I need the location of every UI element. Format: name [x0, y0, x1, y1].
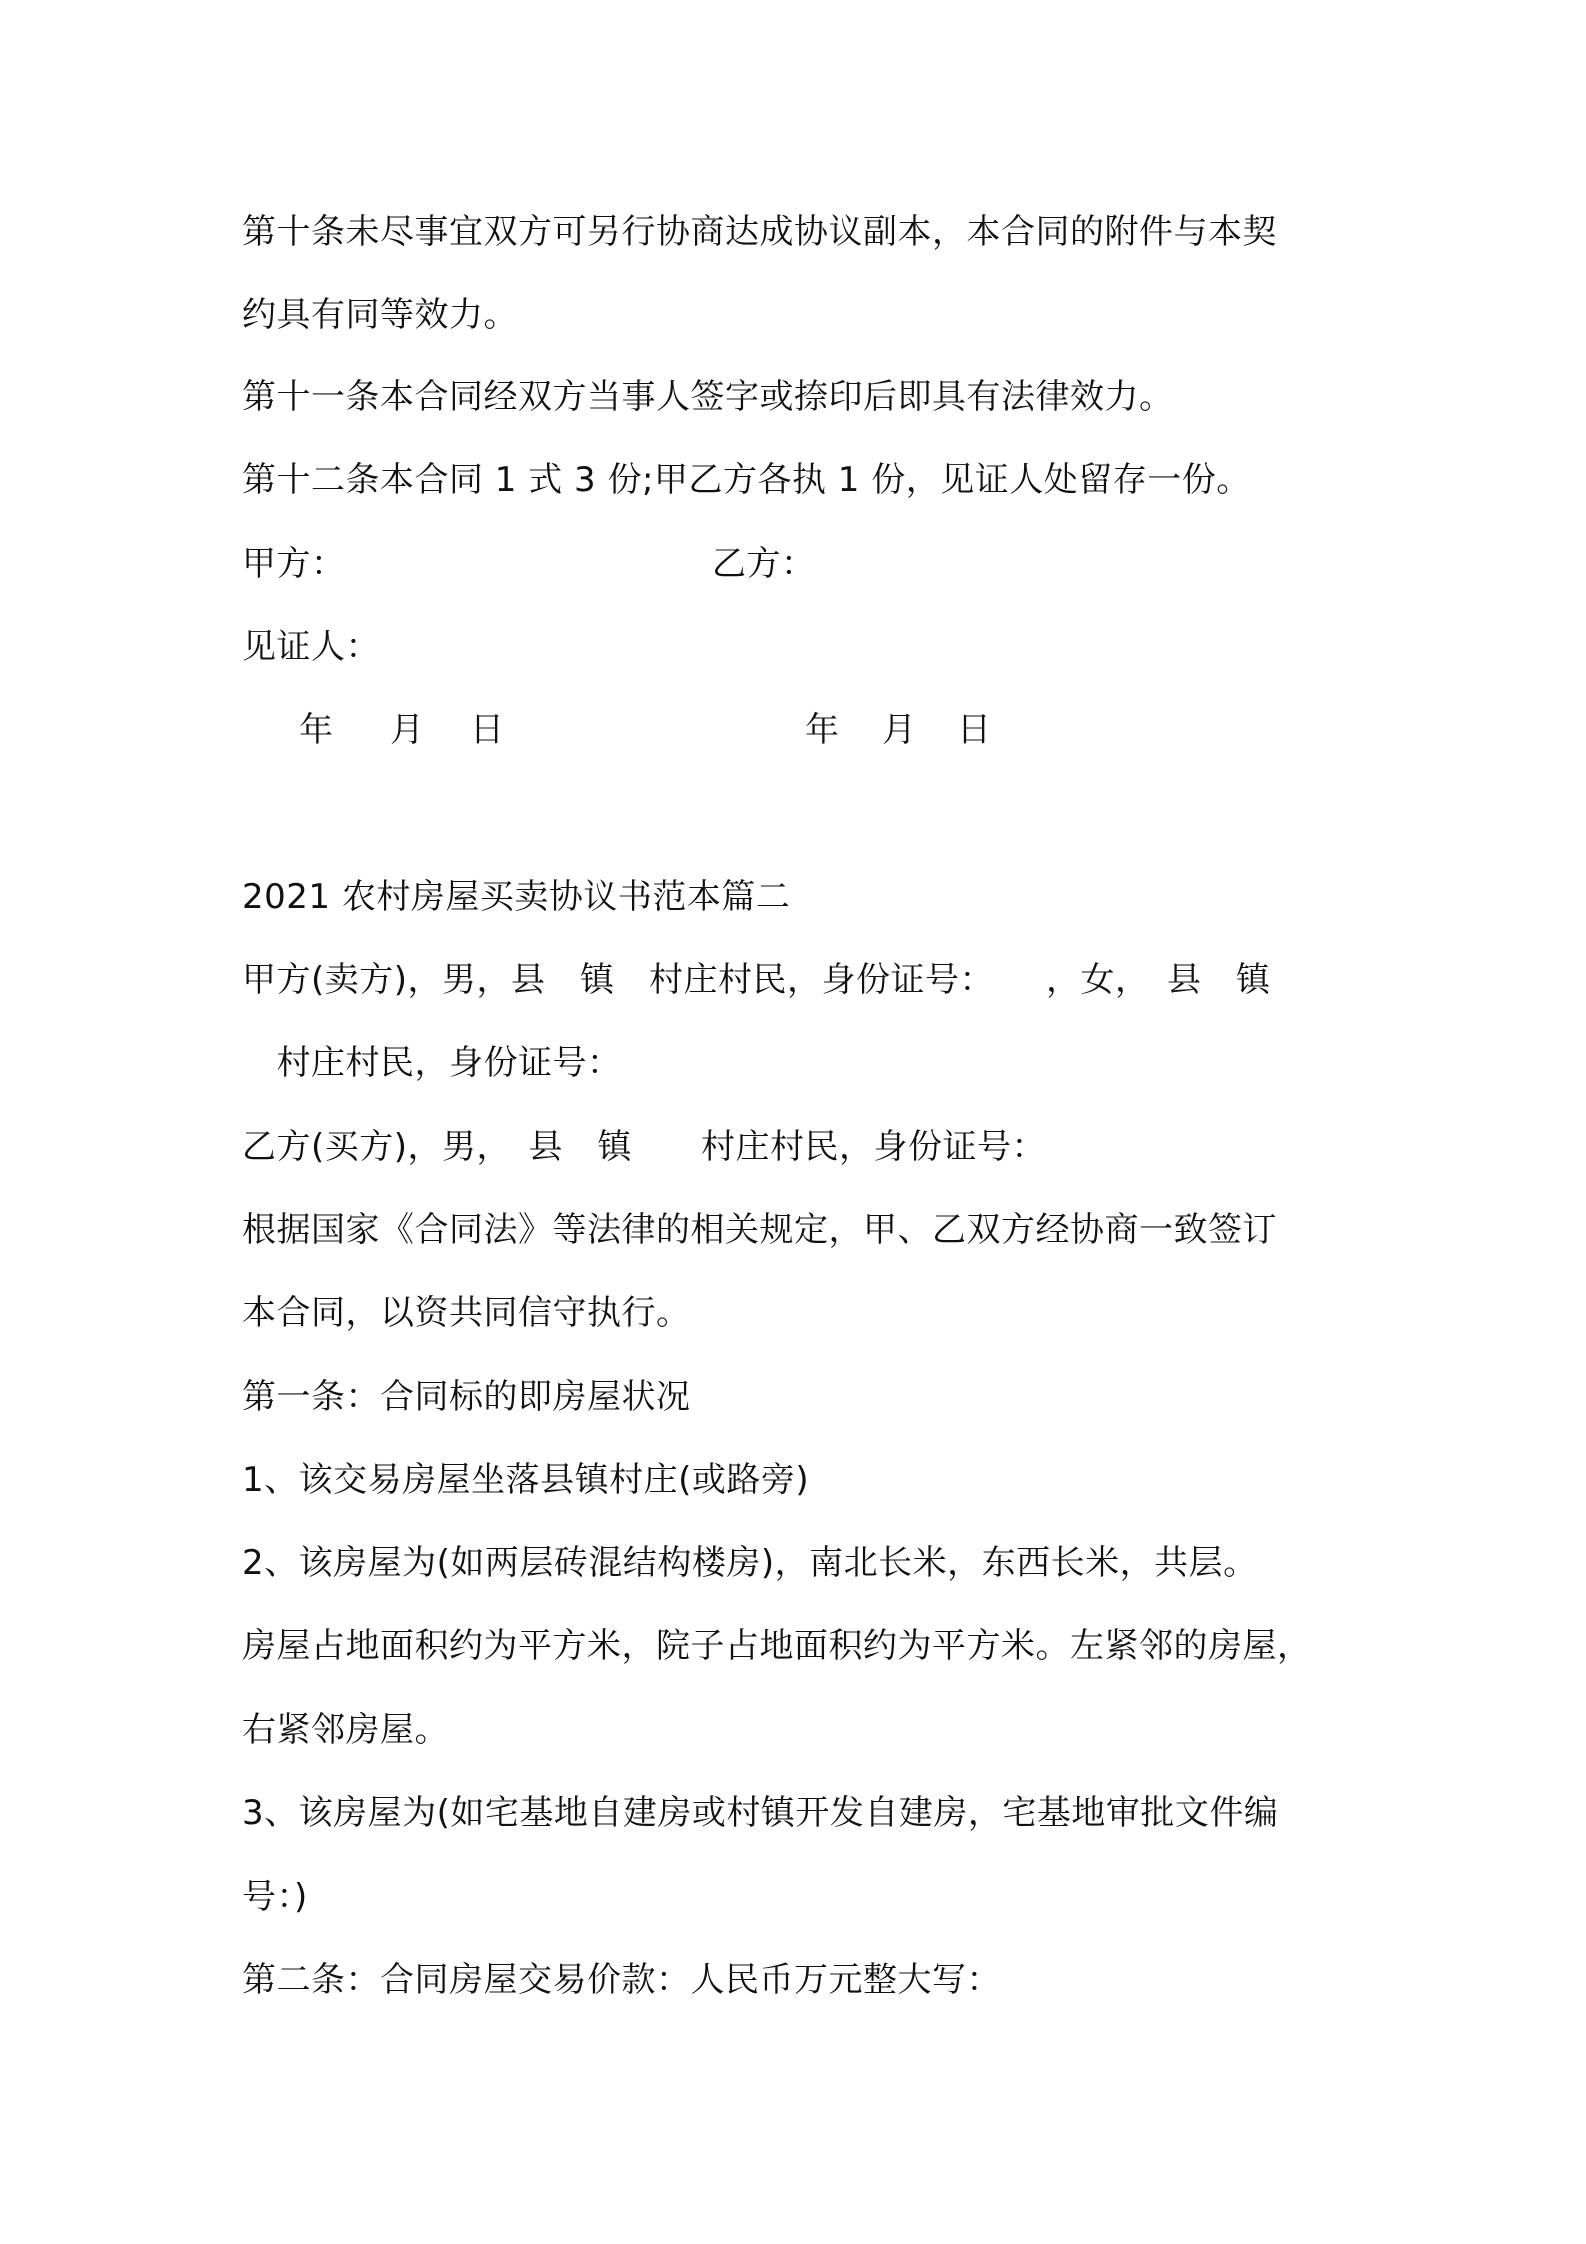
article-1-item-2-line-2: 房屋占地面积约为平方米，院子占地面积约为平方米。左紧邻的房屋，	[242, 1626, 1312, 1666]
party-a-info-line-2: 村庄村民，身份证号：	[242, 1043, 622, 1083]
clause-10-line-1: 第十条未尽事宜双方可另行协商达成协议副本，本合同的附件与本契	[242, 212, 1277, 252]
article-1-item-2-line-1: 2、该房屋为(如两层砖混结构楼房)，南北长米，东西长米，共层。	[242, 1543, 1258, 1583]
party-b-signature-label: 乙方：	[712, 544, 816, 584]
witness-label: 见证人：	[242, 627, 380, 667]
article-1-item-3-line-2: 号：)	[242, 1877, 308, 1917]
date-left-year: 年	[299, 710, 334, 750]
article-1-item-2-line-3: 右紧邻房屋。	[242, 1710, 449, 1750]
article-2-heading: 第二条：合同房屋交易价款：人民币万元整大写：	[242, 1960, 1001, 2000]
date-left-month: 月	[390, 710, 425, 750]
date-left-day: 日	[470, 710, 505, 750]
date-right-year: 年	[805, 710, 840, 750]
date-right-month: 月	[882, 710, 917, 750]
date-row	[242, 703, 1362, 757]
signature-row	[242, 537, 1362, 591]
party-a-signature-label: 甲方：	[242, 544, 346, 584]
date-right-day: 日	[957, 710, 992, 750]
section-title: 2021 农村房屋买卖协议书范本篇二	[242, 877, 791, 917]
clause-11: 第十一条本合同经双方当事人签字或捺印后即具有法律效力。	[242, 377, 1174, 417]
party-b-info: 乙方(买方)，男， 县 镇 村庄村民，身份证号：	[242, 1127, 1047, 1167]
article-1-heading: 第一条：合同标的即房屋状况	[242, 1377, 691, 1417]
preamble-line-1: 根据国家《合同法》等法律的相关规定，甲、乙双方经协商一致签订	[242, 1210, 1277, 1250]
preamble-line-2: 本合同，以资共同信守执行。	[242, 1293, 691, 1333]
clause-12: 第十二条本合同 1 式 3 份;甲乙方各执 1 份，见证人处留存一份。	[242, 460, 1251, 500]
article-1-item-1: 1、该交易房屋坐落县镇村庄(或路旁)	[242, 1460, 810, 1500]
article-1-item-3-line-1: 3、该房屋为(如宅基地自建房或村镇开发自建房，宅基地审批文件编	[242, 1793, 1279, 1833]
party-a-info-line-1: 甲方(卖方)，男，县 镇 村庄村民，身份证号： ，女， 县 镇	[242, 960, 1271, 1000]
clause-10-line-2: 约具有同等效力。	[242, 295, 518, 335]
